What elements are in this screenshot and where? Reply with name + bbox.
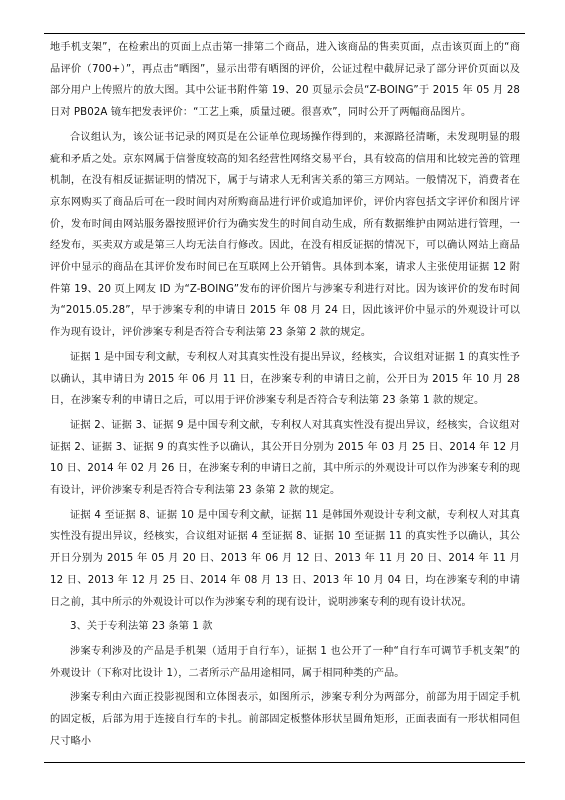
paragraph: 涉案专利由六面正投影视图和立体图表示，如图所示，涉案专利分为两部分，前部为用于固定手机的固定板，后部为用于连接自行车的卡扎。前部固定板整体形状呈圆角矩形，正面表面有一形状相同但尺寸略小 [50, 692, 520, 747]
document-body [50, 37, 520, 753]
paragraph: 合议组认为，该公证书记录的网页是在公证单位现场操作得到的，来源路径清晰，未发现明显的瑕疵和矛盾之处。京东网属于信誉度较高的知名经营性网络交易平台，具有较高的信用和比较完善的管理机制，在没有相反证据证明的情况下，属于与请求人无利害关系的第三方网站。一般情况下，消费者在京东网购买了商品后可在一段时间内对所购商品进行评价或追加评价，评价内容包括文字评价和图片评价，发布时间由网站服务器按照评价行为确实发生的时间自动生成，所有数据维护由网站进行管理，一经发布，买卖双方或是第三人均无法自行修改。因此，在没有相反证据的情况下，可以确认网站上商品评价中显示的商品在其评价发布时间已在互联网上公开销售。具体到本案，请求人主张使用证据 12 附件第 19、20 页上网友 ID 为“Z-BOING”发布的评价图片与涉案专利进行对比。因为该评价的发布时间为“2015.05.28”，早于涉案专利的申请日 2015 年 08 月 24 日，因此该评价中显示的外观设计可以作为现有设计，评价涉案专利是否符合专利法第 23 条第 2 款的规定。 [50, 131, 520, 339]
paragraph: 地手机支架”，在检索出的页面上点击第一排第二个商品，进入该商品的售卖页面，点击该页面上的“商品评价（700+）”，再点击“晒图”，显示出带有晒图的评价，公证过程中截屏记录了部分评价页面以及部分用户上传照片的放大图。其中公证书附件第 19、20 页显示会员“Z-BOING”于 2015 年 05 月 28 日对 PB02A 镜车把发表评价：“工艺上乘，质量过硬。很喜欢”，同时公开了两幅商品图片。 [50, 42, 520, 119]
paragraph: 证据 4 至证据 8、证据 10 是中国专利文献，证据 11 是韩国外观设计专利文献，专利权人对其真实性没有提出异议，经核实，合议组对证据 4 至证据 8、证据 10 至证据 11 的真实性予以确认，其公开日分别为 2015 年 05 月 20 日、2013 年 06 月 12 日、2013 年 11 月 20 日、2014 年 11 月 12 日、2013 年 12 月 25 日、2014 年 08 月 13 日、2013 年 10 月 04 日，均在涉案专利的申请日之前，其中所示的外观设计可以作为涉案专利的现有设计，说明涉案专利的现有设计状况。 [50, 509, 520, 608]
section-heading: 3、关于专利法第 23 条第 1 款 [70, 621, 213, 633]
footer-rule [44, 762, 525, 763]
paragraph: 涉案专利涉及的产品是手机架（适用于自行车），证据 1 也公开了一种“自行车可调节手机支架”的外观设计（下称对比设计 1），二者所示产品用途相同，属于相同种类的产品。 [50, 645, 520, 679]
paragraph: 证据 1 是中国专利文献，专利权人对其真实性没有提出异议，经核实，合议组对证据 1 的真实性予以确认，其申请日为 2015 年 06 月 11 日，在涉案专利的申请日之前，公开日为 2015 年 10 月 28 日，在涉案专利的申请日之后，可以用于评价涉案专利是否符合专利法第 23 条第 1 款的规定。 [50, 351, 520, 407]
paragraph: 证据 2、证据 3、证据 9 是中国专利文献，专利权人对其真实性没有提出异议，经核实，合议组对证据 2、证据 3、证据 9 的真实性予以确认，其公开日分别为 2015 年 03 月 25 日、2014 年 12 月 10 日、2014 年 02 月 26 日，在涉案专利的申请日之前，其中所示的外观设计可以作为涉案专利的现有设计，评价涉案专利是否符合专利法第 23 条第 2 款的规定。 [50, 419, 520, 497]
header-rule [44, 33, 525, 34]
